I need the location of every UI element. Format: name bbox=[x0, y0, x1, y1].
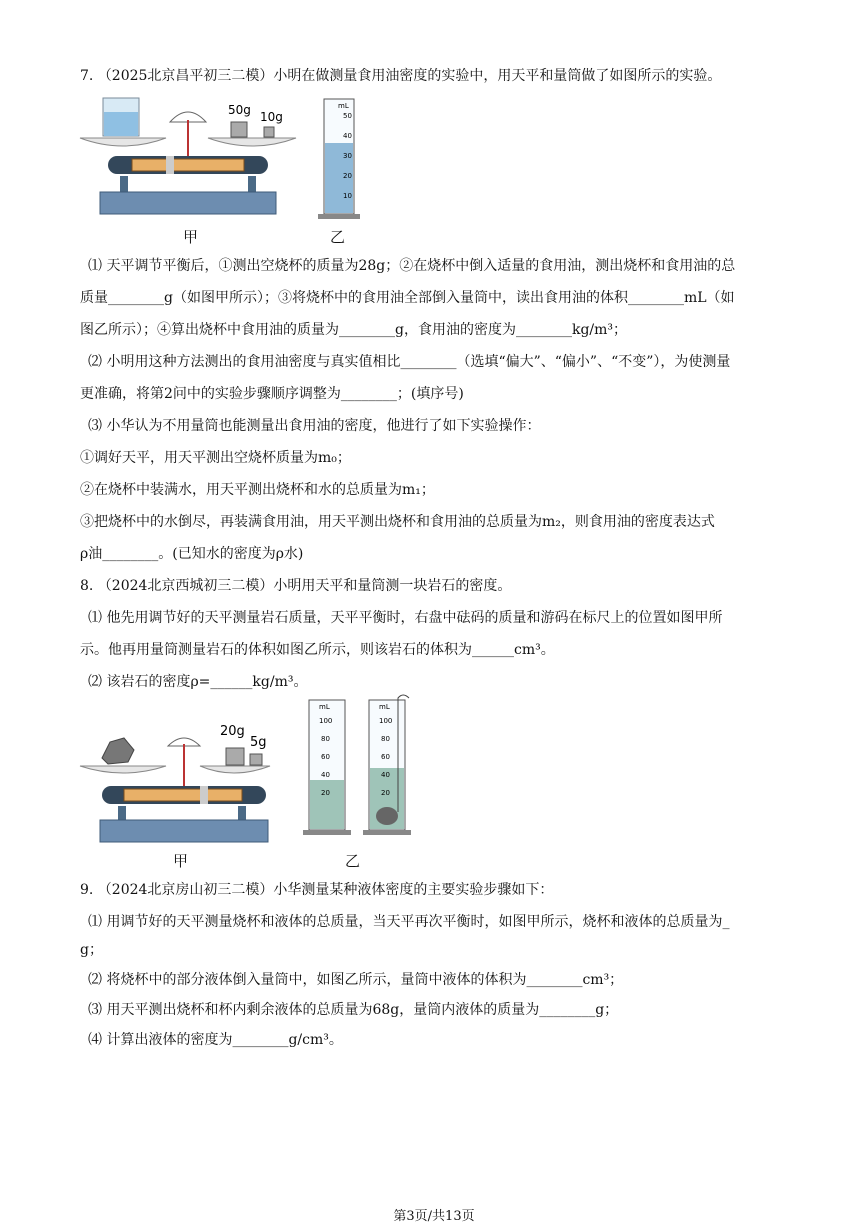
q7-part3: ⑶ 小华认为不用量筒也能测量出食用油的密度，他进行了如下实验操作： bbox=[88, 418, 541, 434]
figure-caption-yi: 乙 bbox=[330, 228, 346, 246]
q9-part4: ⑷ 计算出液体的密度为________g/cm³。 bbox=[88, 1032, 343, 1048]
unit-label-left: mL bbox=[319, 703, 330, 711]
svg-text:40: 40 bbox=[321, 771, 330, 779]
svg-text:60: 60 bbox=[381, 753, 390, 761]
balance-figure-q7 bbox=[78, 94, 300, 220]
svg-text:40: 40 bbox=[381, 771, 390, 779]
svg-text:80: 80 bbox=[321, 735, 330, 743]
q7-part1-line1: ⑴ 天平调节平衡后，①测出空烧杯的质量为28g；②在烧杯中倒入适量的食用油，测出烧杯和食用油的总 bbox=[88, 258, 736, 274]
page-footer: 第3页/共13页 bbox=[393, 1209, 475, 1224]
q9-part1-line2: g； bbox=[80, 942, 103, 958]
figure-caption-jia-q8: 甲 bbox=[173, 852, 189, 870]
cylinder-figure-q7 bbox=[318, 97, 360, 220]
weight-label-50g: 50g bbox=[228, 103, 251, 117]
cylinders-figure-q8 bbox=[303, 692, 415, 842]
weight-label-10g: 10g bbox=[260, 110, 283, 124]
unit-label: mL bbox=[338, 102, 349, 110]
q7-title: 7. （2025北京昌平初三二模）小明在做测量食用油密度的实验中，用天平和量筒做了如图所示的实验。 bbox=[80, 68, 722, 84]
svg-text:80: 80 bbox=[381, 735, 390, 743]
svg-text:60: 60 bbox=[321, 753, 330, 761]
q7-step1: ①调好天平，用天平测出空烧杯质量为m₀； bbox=[80, 450, 351, 466]
q9-part3: ⑶ 用天平测出烧杯和杯内剩余液体的总质量为68g，量筒内液体的质量为________g； bbox=[88, 1002, 619, 1018]
tick-20: 20 bbox=[343, 172, 352, 180]
svg-text:100: 100 bbox=[319, 717, 333, 725]
svg-text:100: 100 bbox=[379, 717, 393, 725]
q9-title: 9. （2024北京房山初三二模）小华测量某种液体密度的主要实验步骤如下： bbox=[80, 882, 554, 898]
weight-label-5g: 5g bbox=[250, 735, 267, 750]
tick-30: 30 bbox=[343, 152, 352, 160]
svg-text:20: 20 bbox=[381, 789, 390, 797]
tick-10: 10 bbox=[343, 192, 352, 200]
q8-part1-line2: 示。他再用量筒测量岩石的体积如图乙所示，则该岩石的体积为______cm³。 bbox=[80, 642, 555, 658]
q8-part2: ⑵ 该岩石的密度ρ=______kg/m³。 bbox=[88, 674, 308, 690]
q9-part1-line1: ⑴ 用调节好的天平测量烧杯和液体的总质量，当天平再次平衡时，如图甲所示，烧杯和液体的总质量为_ bbox=[88, 914, 730, 930]
tick-50: 50 bbox=[343, 112, 352, 120]
figure-caption-jia: 甲 bbox=[183, 228, 199, 246]
q8-part1-line1: ⑴ 他先用调节好的天平测量岩石质量，天平平衡时，右盘中砝码的质量和游码在标尺上的位置如图甲所 bbox=[88, 610, 723, 626]
q7-part2-line2: 更准确，将第2问中的实验步骤顺序调整为________；(填序号) bbox=[80, 386, 464, 402]
q9-part2: ⑵ 将烧杯中的部分液体倒入量筒中，如图乙所示，量筒中液体的体积为________cm³； bbox=[88, 972, 624, 988]
balance-figure-q8 bbox=[78, 716, 276, 844]
q7-step2: ②在烧杯中装满水，用天平测出烧杯和水的总质量为m₁； bbox=[80, 482, 435, 498]
figure-caption-yi-q8: 乙 bbox=[345, 852, 361, 870]
svg-text:20: 20 bbox=[321, 789, 330, 797]
q7-part2-line1: ⑵ 小明用这种方法测出的食用油密度与真实值相比________（选填“偏大”、“偏小”、“不变”），为使测量 bbox=[88, 354, 731, 370]
q7-step3-formula: ρ油________。(已知水的密度为ρ水) bbox=[80, 546, 304, 562]
unit-label-right: mL bbox=[379, 703, 390, 711]
tick-40: 40 bbox=[343, 132, 352, 140]
q7-step3: ③把烧杯中的水倒尽，再装满食用油，用天平测出烧杯和食用油的总质量为m₂，则食用油的密度表达式 bbox=[80, 514, 715, 530]
q7-part1-line3: 图乙所示）；④算出烧杯中食用油的质量为________g，食用油的密度为________kg/m³； bbox=[80, 322, 628, 338]
weight-label-20g: 20g bbox=[220, 724, 245, 739]
q8-title: 8. （2024北京西城初三二模）小明用天平和量筒测一块岩石的密度。 bbox=[80, 578, 512, 594]
q7-part1-line2: 质量________g（如图甲所示）；③将烧杯中的食用油全部倒入量筒中，读出食用油的体积________mL（如 bbox=[80, 290, 735, 306]
